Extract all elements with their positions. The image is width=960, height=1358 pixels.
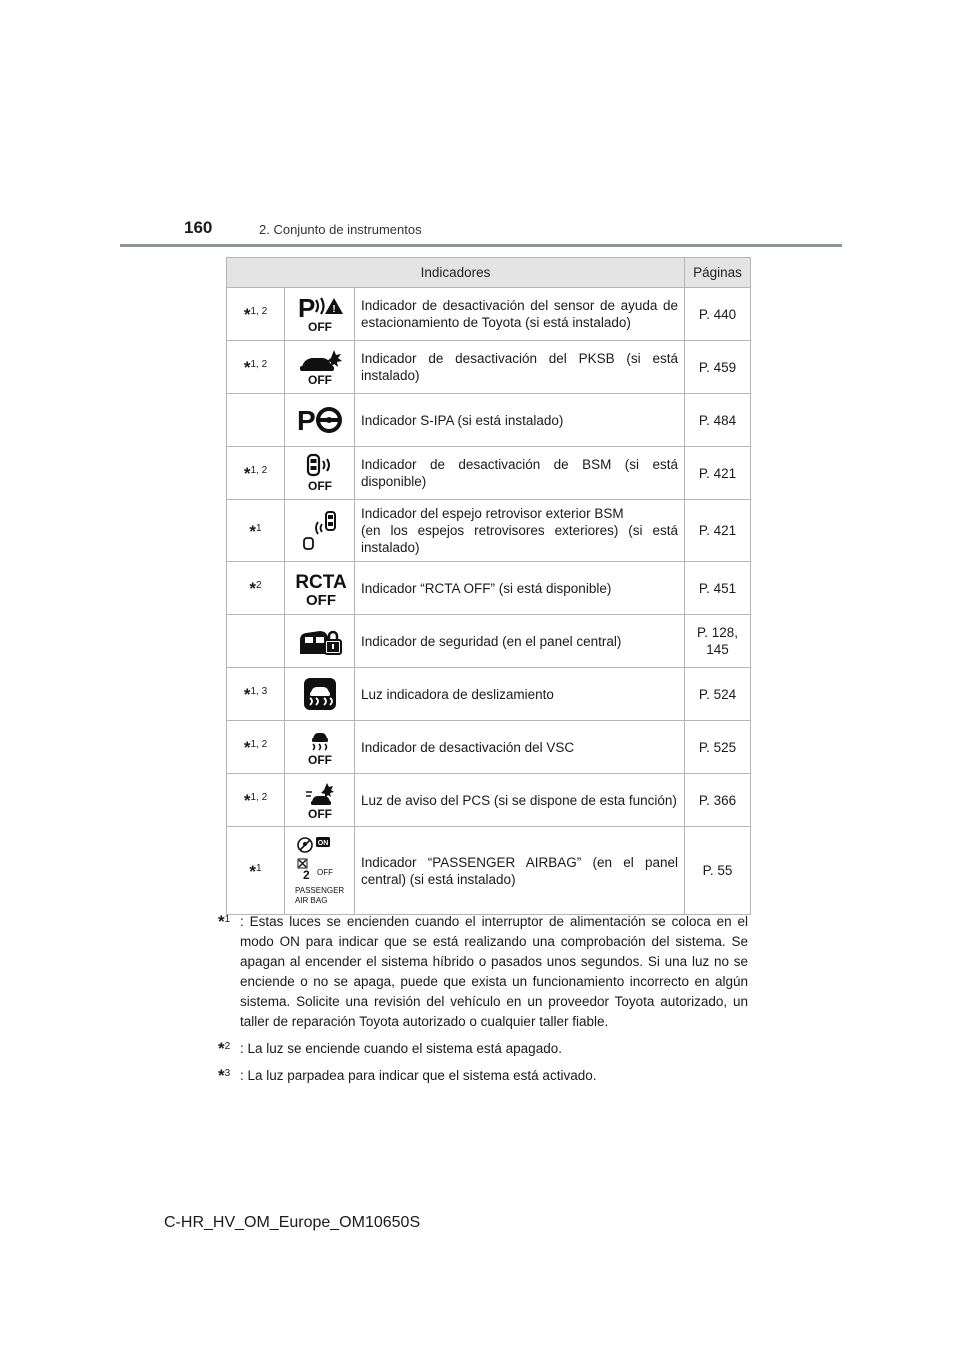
row-page-ref: P. 451 <box>685 562 751 615</box>
indicators-table <box>226 257 751 915</box>
row-footnote-mark <box>227 615 285 668</box>
row-description: Indicador de desactivación del sensor de ayuda de estacionamiento de Toyota (si está instalado) <box>355 288 685 341</box>
table-row <box>227 562 751 615</box>
slip-indicator-icon <box>285 668 355 721</box>
rcta-off-icon <box>285 562 355 615</box>
svg-text:OFF: OFF <box>307 807 332 820</box>
row-description: Luz de aviso del PCS (si se dispone de esta función) <box>355 774 685 827</box>
document-id: C-HR_HV_OM_Europe_OM10650S <box>164 1214 421 1231</box>
row-description: Indicador de seguridad (en el panel central) <box>355 615 685 668</box>
row-footnote-mark <box>227 394 285 447</box>
row-footnote-mark: *$^{1, 3}$ <box>227 668 285 721</box>
table-row <box>227 500 751 562</box>
row-description: Indicador del espejo retrovisor exterior BSM (en los espejos retrovisores exteriores) (si está instalado) <box>355 500 685 562</box>
row-page-ref: P. 440 <box>685 288 751 341</box>
svg-text:P: P <box>296 405 316 436</box>
row-description: Indicador de desactivación del VSC <box>355 721 685 774</box>
svg-text:P: P <box>297 294 315 323</box>
column-header-pages: Páginas <box>685 258 751 288</box>
table-row <box>227 288 751 341</box>
row-footnote-mark: *$^2$ <box>227 562 285 615</box>
row-page-ref: P. 55 <box>685 827 751 915</box>
table-header-row <box>227 258 751 288</box>
row-footnote-mark: *$^{1, 2}$ <box>227 288 285 341</box>
table-row <box>227 668 751 721</box>
vsc-off-icon <box>285 721 355 774</box>
svg-text:OFF: OFF <box>307 373 332 387</box>
footnote-text: : La luz se enciende cuando el sistema está apagado. <box>240 1041 562 1056</box>
table-row <box>227 341 751 394</box>
row-description: Indicador S-IPA (si está instalado) <box>355 394 685 447</box>
pcs-warning-icon <box>285 774 355 827</box>
table-row <box>227 394 751 447</box>
security-icon <box>285 615 355 668</box>
svg-text:OFF: OFF <box>307 479 332 493</box>
s-ipa-icon <box>285 394 355 447</box>
row-page-ref: P. 524 <box>685 668 751 721</box>
svg-text:OFF: OFF <box>306 592 336 608</box>
table-row <box>227 447 751 500</box>
parking-sensor-off-icon <box>285 288 355 341</box>
table-row <box>227 827 751 915</box>
svg-text:2: 2 <box>303 867 310 882</box>
row-footnote-mark: *$^1$ <box>227 827 285 915</box>
footnote-mark: *$^3$ <box>218 1066 231 1085</box>
svg-text:OFF: OFF <box>307 320 332 334</box>
row-description: Indicador de desactivación de BSM (si está disponible) <box>355 447 685 500</box>
row-page-ref: P. 366 <box>685 774 751 827</box>
row-description: Indicador de desactivación del PKSB (si está instalado) <box>355 341 685 394</box>
svg-text:RCTA: RCTA <box>295 572 347 593</box>
passenger-airbag-icon <box>285 827 355 915</box>
row-page-ref: P. 484 <box>685 394 751 447</box>
row-footnote-mark: *$^{1, 2}$ <box>227 447 285 500</box>
footnote-text: : Estas luces se encienden cuando el interruptor de alimentación se coloca en el modo ON para indicar que se está realizando una comprobación del sistema. Se apagan al encender el sistema híbrido o pasados unos segundos. Si una luz no se enciende o no se apaga, puede que exista un funcionamiento incorrecto en algún sistema. Solicite una revisión del vehículo en un proveedor Toyota autorizado, un taller de reparación Toyota autorizado o cualquier taller fiable. <box>240 914 748 1029</box>
table-row <box>227 774 751 827</box>
row-footnote-mark: *$^{1, 2}$ <box>227 774 285 827</box>
pksb-off-icon <box>285 341 355 394</box>
footnote-text: : La luz parpadea para indicar que el sistema está activado. <box>240 1068 597 1083</box>
bsm-mirror-icon <box>285 500 355 562</box>
table-row <box>227 721 751 774</box>
svg-text:AIR BAG: AIR BAG <box>295 895 328 905</box>
row-footnote-mark: *$^{1, 2}$ <box>227 721 285 774</box>
row-page-ref: P. 421 <box>685 500 751 562</box>
row-page-ref: P. 459 <box>685 341 751 394</box>
section-title: 2. Conjunto de instrumentos <box>259 222 422 237</box>
row-footnote-mark: *$^{1, 2}$ <box>227 341 285 394</box>
row-description: Luz indicadora de deslizamiento <box>355 668 685 721</box>
header-divider <box>120 244 842 247</box>
footnote <box>218 912 748 1032</box>
table-row <box>227 615 751 668</box>
row-description: Indicador “PASSENGER AIRBAG” (en el panel central) (si está instalado) <box>355 827 685 915</box>
svg-text:ON: ON <box>317 839 329 847</box>
footnote <box>218 1039 748 1059</box>
footnote <box>218 1066 748 1086</box>
row-footnote-mark: *$^1$ <box>227 500 285 562</box>
column-header-indicators: Indicadores <box>227 258 685 288</box>
svg-text:OFF: OFF <box>317 867 333 877</box>
footnotes <box>218 912 748 1093</box>
page-number: 160 <box>184 218 213 237</box>
row-page-ref: P. 421 <box>685 447 751 500</box>
row-description: Indicador “RCTA OFF” (si está disponible) <box>355 562 685 615</box>
footnote-mark: *$^2$ <box>218 1039 231 1058</box>
row-page-ref: P. 525 <box>685 721 751 774</box>
footnote-mark: *$^1$ <box>218 912 231 931</box>
row-page-ref: P. 128, 145 <box>685 615 751 668</box>
bsm-off-icon <box>285 447 355 500</box>
svg-text:PASSENGER: PASSENGER <box>295 885 345 895</box>
svg-text:OFF: OFF <box>307 753 332 767</box>
svg-text:!: ! <box>331 304 336 315</box>
